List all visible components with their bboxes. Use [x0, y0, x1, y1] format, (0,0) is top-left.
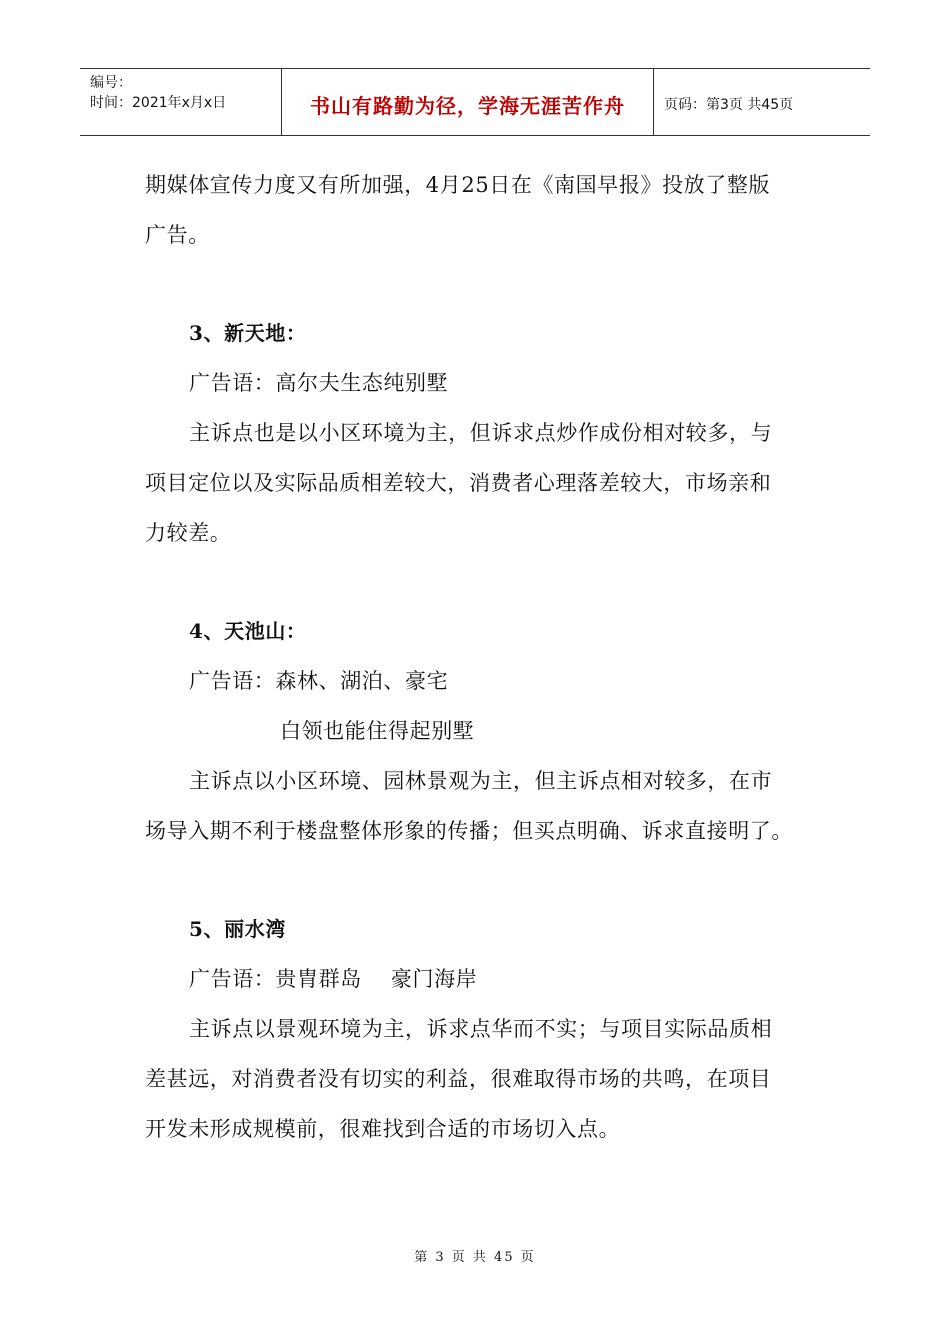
time-label: 时间：2021年x月x日 — [90, 95, 227, 111]
intro-line-1: 期媒体宣传力度又有所加强，4月25日在《南国早报》投放了整版 — [145, 173, 771, 197]
section-4-slogan-1: 广告语：森林、湖泊、豪宅 — [189, 669, 449, 693]
page-footer: 第 3 页 共 45 页 — [414, 1250, 536, 1265]
section-3-paragraph-line-2: 项目定位以及实际品质相差较大，消费者心理落差较大，市场亲和 — [145, 471, 772, 495]
document-body — [145, 160, 815, 1154]
section-4-paragraph-line-1: 主诉点以小区环境、园林景观为主，但主诉点相对较多，在市 — [189, 769, 773, 793]
section-3-slogan: 广告语：高尔夫生态纯别墅 — [189, 371, 449, 395]
section-4-slogan-2: 白领也能住得起别墅 — [280, 719, 475, 743]
section-3-heading: 3、新天地： — [189, 321, 307, 345]
header-motto: 书山有路勤为径，学海无涯苦作舟 — [310, 93, 625, 118]
section-3-paragraph-line-1: 主诉点也是以小区环境为主，但诉求点炒作成份相对较多，与 — [189, 421, 773, 445]
page-header — [80, 68, 870, 136]
section-3-paragraph-line-3: 力较差。 — [145, 521, 232, 545]
section-5-slogan: 广告语：贵胄群岛 豪门海岸 — [189, 967, 478, 991]
intro-line-2: 广告。 — [145, 223, 210, 247]
section-5-paragraph-line-2: 差甚远，对消费者没有切实的利益，很难取得市场的共鸣，在项目 — [145, 1067, 772, 1091]
number-label: 编号： — [90, 75, 132, 91]
header-page-info: 页码：第3页 共45页 — [664, 97, 794, 113]
header-meta — [80, 69, 282, 135]
section-4-heading: 4、天池山： — [189, 619, 307, 643]
section-5-paragraph-line-3: 开发未形成规模前，很难找到合适的市场切入点。 — [145, 1117, 621, 1141]
section-4-paragraph-line-2: 场导入期不利于楼盘整体形象的传播；但买点明确、诉求直接明了。 — [145, 819, 793, 843]
section-5-paragraph-line-1: 主诉点以景观环境为主，诉求点华而不实；与项目实际品质相 — [189, 1017, 773, 1041]
section-5-heading: 5、丽水湾 — [189, 917, 286, 941]
header-motto-cell — [282, 69, 654, 135]
